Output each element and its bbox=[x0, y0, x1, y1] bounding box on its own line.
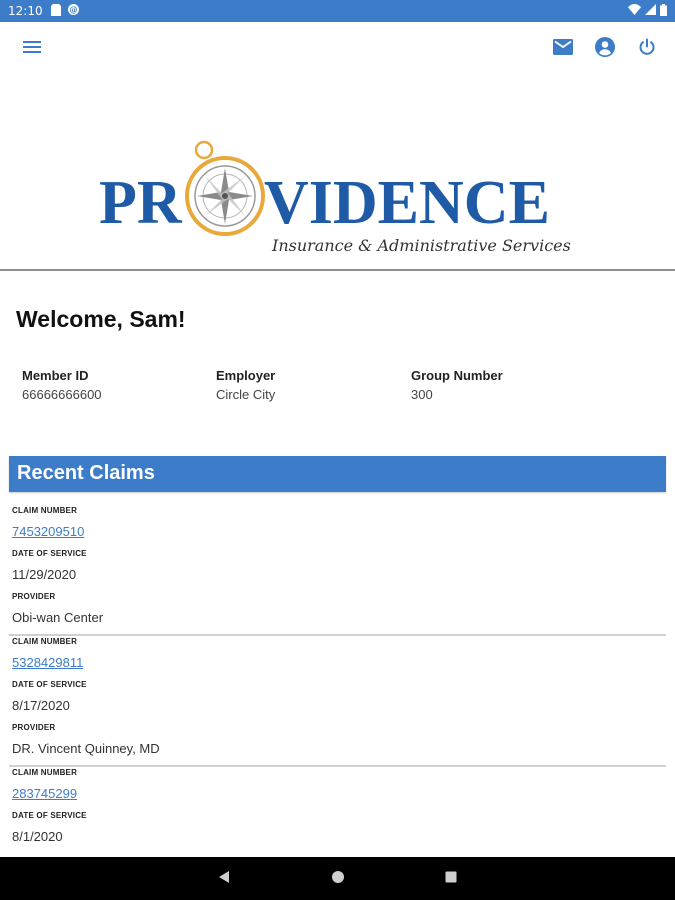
home-icon bbox=[331, 870, 345, 889]
member-id-field bbox=[22, 368, 102, 402]
claim-number-link[interactable]: 5328429811 bbox=[12, 655, 84, 670]
back-icon bbox=[217, 870, 231, 889]
claim-number-label: CLAIM NUMBER bbox=[12, 506, 78, 515]
claim-number-link[interactable]: 7453209510 bbox=[12, 524, 85, 539]
provider-value: Obi-wan Center bbox=[12, 610, 104, 625]
claim-number-label: CLAIM NUMBER bbox=[12, 637, 78, 646]
logo-tagline: Insurance & Administrative Services bbox=[272, 236, 571, 255]
sd-card-icon bbox=[51, 4, 61, 19]
mail-icon bbox=[553, 39, 573, 60]
logo-graphic bbox=[0, 78, 675, 270]
provider-label: PROVIDER bbox=[12, 592, 56, 601]
system-nav-bar bbox=[0, 857, 675, 900]
group-number-label: Group Number bbox=[411, 368, 503, 383]
claim-card bbox=[9, 505, 666, 636]
battery-icon bbox=[660, 4, 667, 19]
menu-icon bbox=[23, 40, 41, 59]
member-info bbox=[0, 368, 675, 408]
account-icon bbox=[595, 37, 615, 62]
recents-button[interactable] bbox=[441, 869, 461, 889]
wifi-icon bbox=[628, 4, 641, 18]
power-icon bbox=[638, 38, 656, 61]
recent-claims-header: Recent Claims bbox=[9, 456, 666, 492]
app-bar bbox=[0, 22, 675, 78]
status-time: 12:10 bbox=[8, 4, 43, 18]
provider-value: DR. Vincent Quinney, MD bbox=[12, 741, 160, 756]
welcome-heading: Welcome, Sam! bbox=[16, 306, 186, 332]
mail-button[interactable] bbox=[549, 35, 577, 63]
claim-number-label: CLAIM NUMBER bbox=[12, 768, 78, 777]
date-of-service-label: DATE OF SERVICE bbox=[12, 680, 87, 689]
logout-button[interactable] bbox=[633, 35, 661, 63]
menu-button[interactable] bbox=[18, 35, 46, 63]
claim-number-link[interactable]: 283745299 bbox=[12, 786, 78, 801]
employer-value: Circle City bbox=[216, 387, 276, 402]
back-button[interactable] bbox=[214, 869, 234, 889]
date-of-service-value: 8/1/2020 bbox=[12, 829, 63, 844]
sync-icon bbox=[67, 3, 80, 19]
svg-text:@: @ bbox=[69, 5, 78, 15]
date-of-service-label: DATE OF SERVICE bbox=[12, 549, 87, 558]
employer-field bbox=[216, 368, 275, 402]
date-of-service-value: 8/17/2020 bbox=[12, 698, 70, 713]
provider-label: PROVIDER bbox=[12, 723, 56, 732]
header-divider bbox=[0, 269, 675, 271]
svg-text:PR: PR bbox=[99, 169, 182, 237]
employer-label: Employer bbox=[216, 368, 276, 383]
member-id-label: Member ID bbox=[22, 368, 89, 383]
svg-text:VIDENCE: VIDENCE bbox=[264, 169, 550, 237]
account-button[interactable] bbox=[591, 35, 619, 63]
signal-icon bbox=[645, 4, 656, 18]
claims-list[interactable] bbox=[9, 505, 666, 857]
home-button[interactable] bbox=[328, 869, 348, 889]
date-of-service-value: 11/29/2020 bbox=[12, 567, 77, 582]
compass-icon bbox=[187, 142, 263, 234]
group-number-field bbox=[411, 368, 503, 402]
status-bar bbox=[0, 0, 675, 22]
providence-logo bbox=[0, 78, 675, 270]
date-of-service-label: DATE OF SERVICE bbox=[12, 811, 87, 820]
member-id-value: 66666666600 bbox=[22, 387, 102, 402]
recents-icon bbox=[444, 870, 458, 889]
group-number-value: 300 bbox=[411, 387, 433, 402]
claim-card bbox=[9, 636, 666, 767]
claim-card bbox=[9, 767, 666, 857]
